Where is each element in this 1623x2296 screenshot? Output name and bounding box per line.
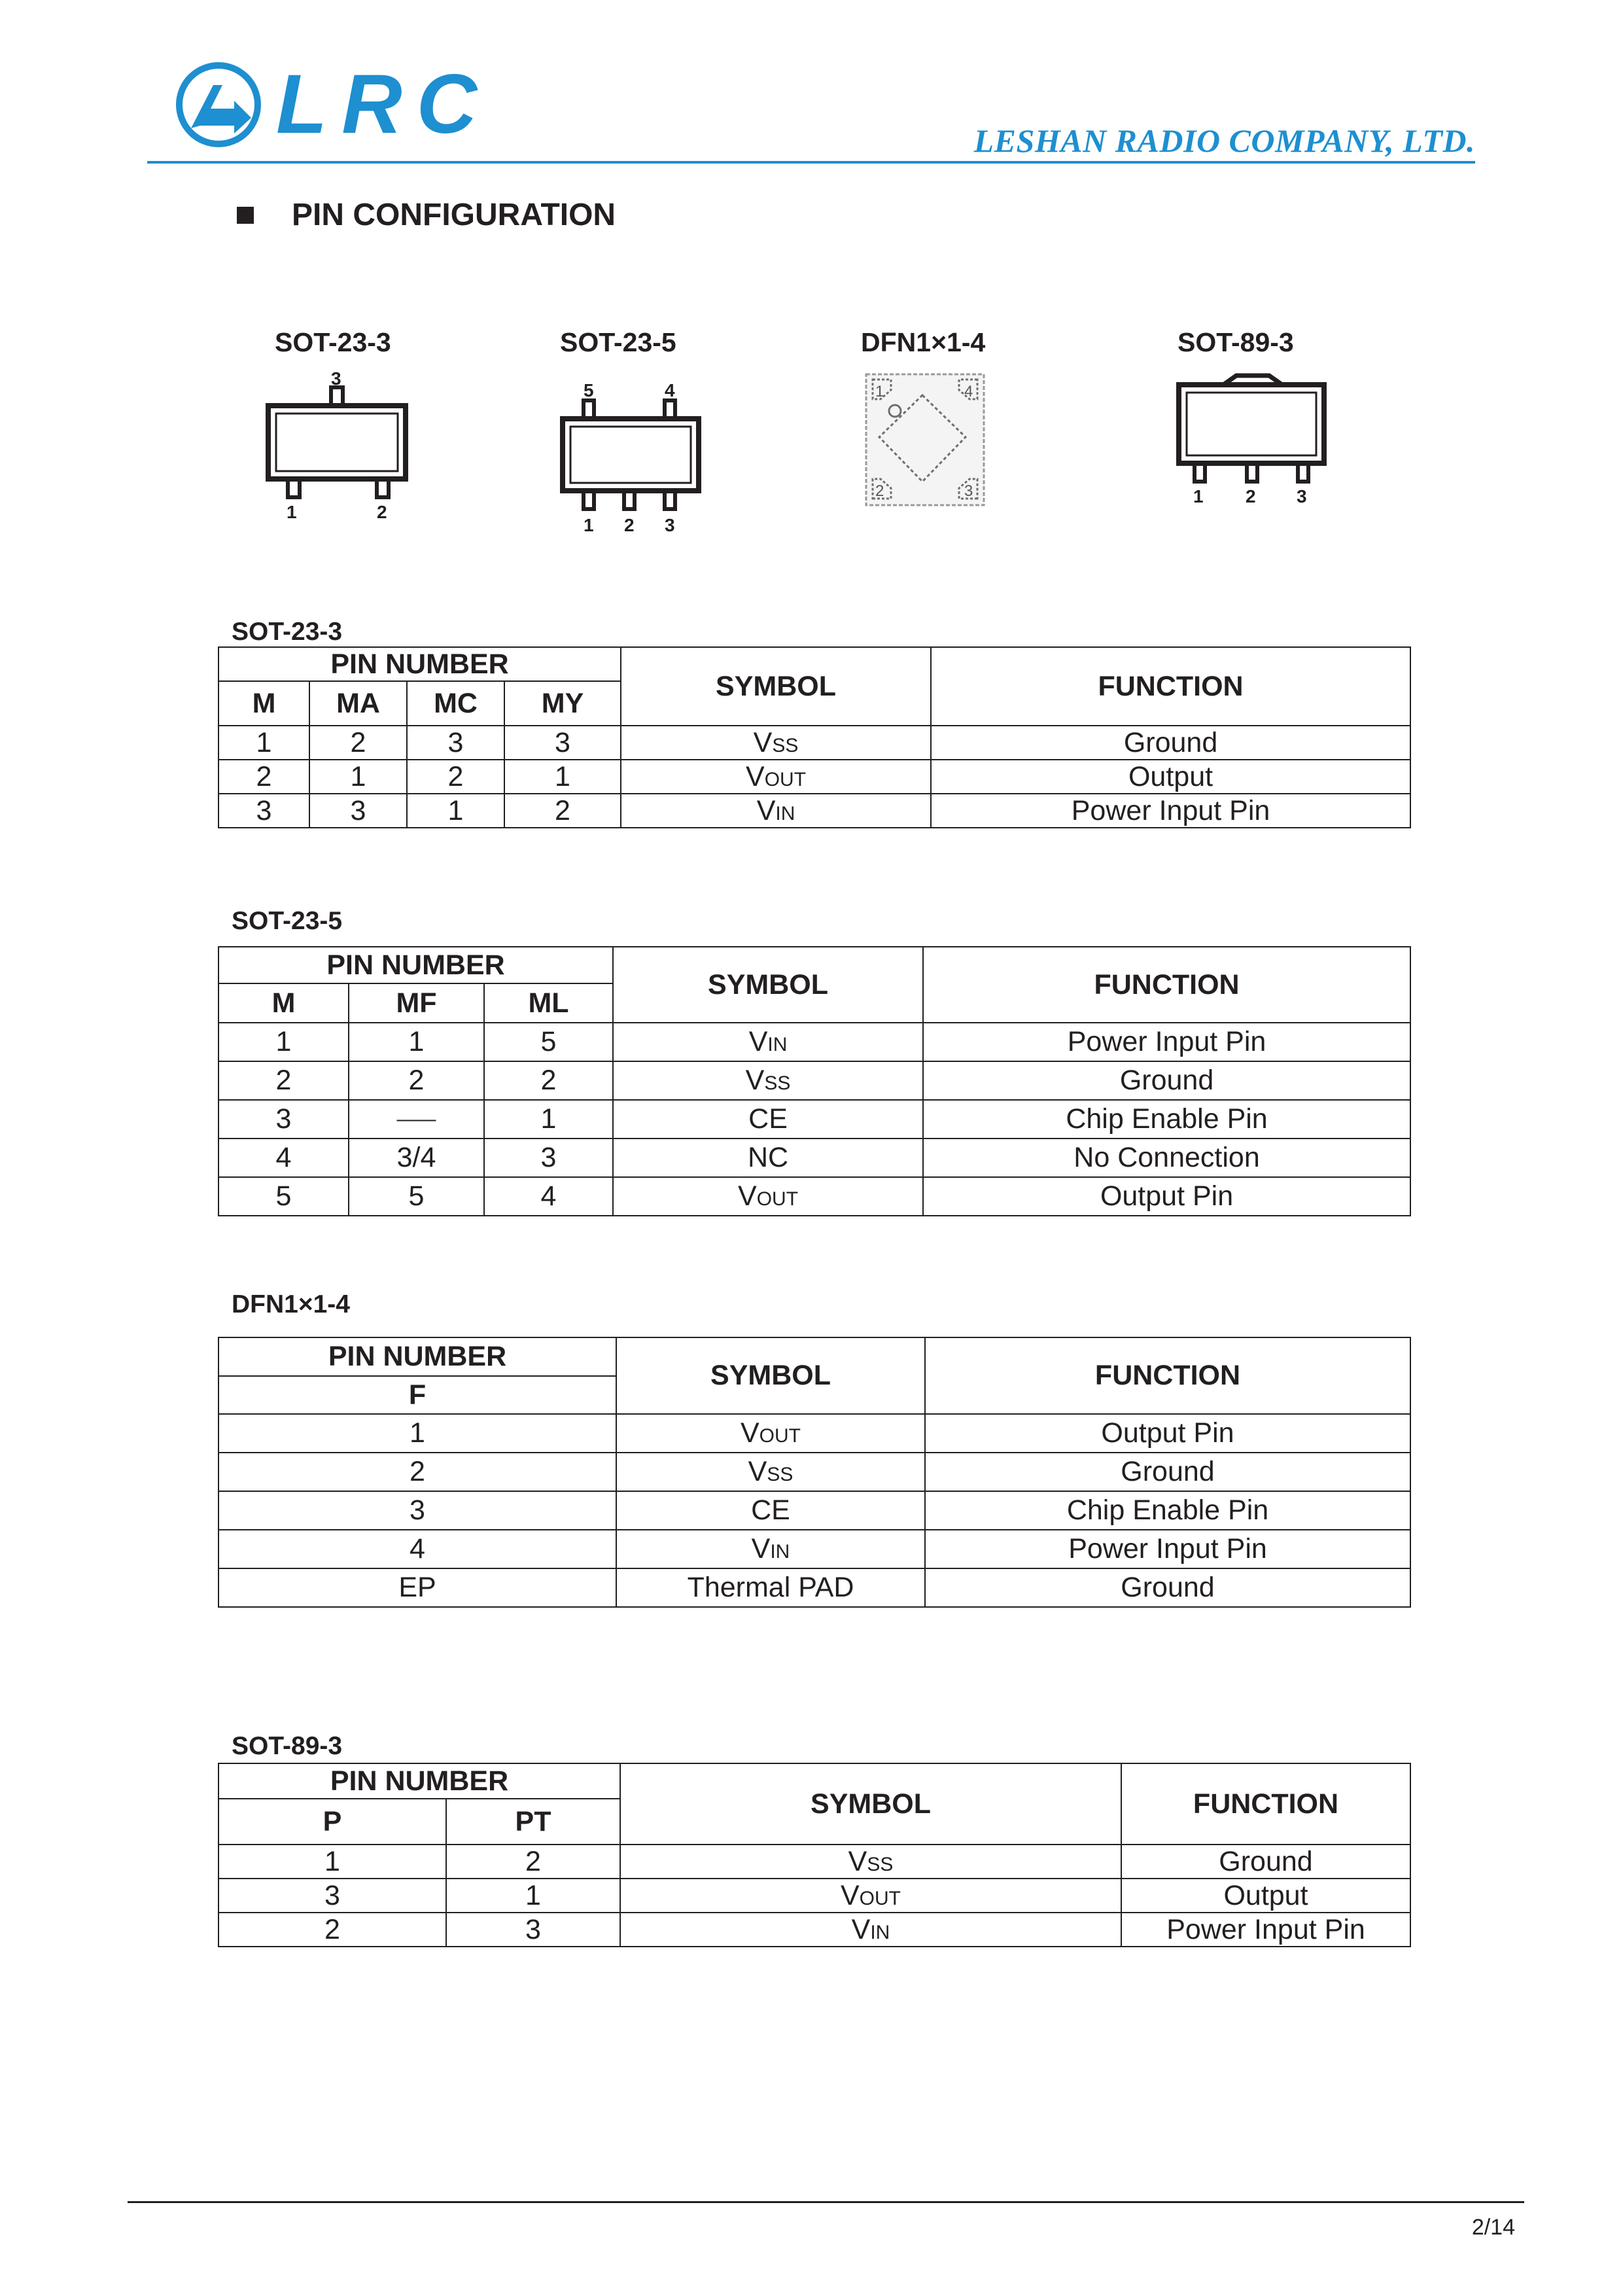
symbol-subscript: SS xyxy=(772,734,799,756)
pin-cell: 1 xyxy=(218,726,309,760)
pin-cell: 1 xyxy=(504,760,621,794)
table-row xyxy=(218,1414,1410,1453)
symbol-text: V xyxy=(751,1533,771,1564)
symbol-text: V xyxy=(756,794,776,826)
header-divider xyxy=(147,161,1475,164)
header-pin-number: PIN NUMBER xyxy=(218,947,613,983)
function-cell: Power Input Pin xyxy=(925,1530,1410,1568)
pin-table-sot23-3 xyxy=(218,646,1411,828)
symbol-text: V xyxy=(748,1026,768,1057)
pin-cell: 2 xyxy=(218,1453,616,1491)
pin-cell: 3 xyxy=(218,1491,616,1530)
symbol-cell xyxy=(620,1913,1121,1947)
pin-cell: 3 xyxy=(218,1879,446,1913)
function-cell: Chip Enable Pin xyxy=(925,1491,1410,1530)
header-pin-number: PIN NUMBER xyxy=(218,1337,616,1376)
symbol-subscript: IN xyxy=(770,1541,790,1563)
function-cell: Ground xyxy=(923,1061,1410,1100)
symbol-cell xyxy=(621,794,931,828)
function-cell: No Connection xyxy=(923,1139,1410,1177)
sot89-3-pin-label: 2 xyxy=(1246,486,1256,506)
section-title: PIN CONFIGURATION xyxy=(292,198,616,232)
symbol-text: V xyxy=(740,1417,759,1449)
symbol-subscript: SS xyxy=(764,1072,791,1094)
table-label-sot23-5: SOT-23-5 xyxy=(232,907,343,935)
sot23-3-package-diagram xyxy=(262,364,419,534)
symbol-text: V xyxy=(746,760,765,792)
table-row xyxy=(218,1530,1410,1568)
function-cell: Ground xyxy=(931,726,1410,760)
pin-cell: 2 xyxy=(218,1061,349,1100)
lrc-logo-icon xyxy=(171,60,270,158)
symbol-cell xyxy=(616,1453,925,1491)
function-cell: Ground xyxy=(1121,1845,1410,1879)
function-cell: Ground xyxy=(925,1568,1410,1607)
sot23-5-pin-label: 5 xyxy=(584,380,594,400)
symbol-text: NC xyxy=(747,1142,789,1173)
sot23-3-pin-label: 3 xyxy=(331,368,341,389)
symbol-subscript: IN xyxy=(870,1921,890,1943)
pin-cell: 5 xyxy=(484,1023,613,1061)
symbol-text: V xyxy=(738,1180,757,1212)
table-label-sot89-3: SOT-89-3 xyxy=(232,1732,343,1760)
header-pin-number: PIN NUMBER xyxy=(218,647,621,681)
function-cell: Output Pin xyxy=(925,1414,1410,1453)
pin-cell: 3 xyxy=(446,1913,620,1947)
column-header: ML xyxy=(484,983,613,1023)
pin-cell: 2 xyxy=(407,760,504,794)
symbol-text: V xyxy=(840,1879,860,1911)
pin-table-dfn1x1-4 xyxy=(218,1337,1411,1608)
pin-cell: 2 xyxy=(218,760,309,794)
column-header: MA xyxy=(309,681,407,726)
pin-cell: 2 xyxy=(349,1061,484,1100)
footer-divider xyxy=(128,2201,1524,2203)
pin-cell: 1 xyxy=(218,1023,349,1061)
function-cell: Output xyxy=(931,760,1410,794)
symbol-cell xyxy=(613,1061,923,1100)
function-cell: Chip Enable Pin xyxy=(923,1100,1410,1139)
symbol-cell xyxy=(616,1491,925,1530)
header-function: FUNCTION xyxy=(925,1337,1410,1414)
table-row xyxy=(218,1177,1410,1216)
header-function: FUNCTION xyxy=(1121,1763,1410,1845)
sot89-3-pin-label: 3 xyxy=(1297,486,1307,506)
symbol-text: V xyxy=(851,1913,871,1945)
function-cell: Output xyxy=(1121,1879,1410,1913)
symbol-subscript: OUT xyxy=(756,1188,799,1210)
symbol-subscript: OUT xyxy=(859,1887,901,1909)
symbol-cell xyxy=(613,1100,923,1139)
pin-cell: 5 xyxy=(349,1177,484,1216)
pin-cell: 3 xyxy=(504,726,621,760)
table-row xyxy=(218,1913,1410,1947)
package-label-sot23-5: SOT-23-5 xyxy=(560,327,676,357)
pin-cell: 1 xyxy=(484,1100,613,1139)
package-label-dfn1x1-4: DFN1×1-4 xyxy=(861,327,986,357)
page-number: 2/14 xyxy=(1471,2215,1515,2240)
section-bullet-icon xyxy=(237,207,254,224)
header-pin-number: PIN NUMBER xyxy=(218,1763,620,1799)
sot23-5-pin-label: 3 xyxy=(665,515,675,535)
dfn-pin-label: 3 xyxy=(964,482,973,500)
pin-table-sot23-5 xyxy=(218,946,1411,1216)
table-row xyxy=(218,1061,1410,1100)
column-header: M xyxy=(218,983,349,1023)
column-header: P xyxy=(218,1799,446,1845)
symbol-subscript: OUT xyxy=(764,768,807,790)
column-header: F xyxy=(218,1376,616,1414)
pin-cell: 1 xyxy=(218,1414,616,1453)
logo-text: LRC xyxy=(276,58,492,151)
header-symbol: SYMBOL xyxy=(620,1763,1121,1845)
symbol-subscript: IN xyxy=(775,802,795,824)
dfn1x1-4-package-diagram xyxy=(861,370,992,514)
column-header: MC xyxy=(407,681,504,726)
pin-table-sot89-3 xyxy=(218,1763,1411,1947)
sot23-5-pin-label: 2 xyxy=(624,515,635,535)
dfn-pin-label: 4 xyxy=(964,383,973,400)
symbol-cell xyxy=(613,1177,923,1216)
table-row xyxy=(218,1100,1410,1139)
symbol-cell xyxy=(613,1023,923,1061)
sot23-5-package-diagram xyxy=(556,370,713,547)
pin-cell: 4 xyxy=(484,1177,613,1216)
symbol-text: CE xyxy=(751,1494,790,1526)
symbol-text: CE xyxy=(748,1103,788,1135)
header-symbol: SYMBOL xyxy=(616,1337,925,1414)
symbol-text: V xyxy=(748,1456,767,1487)
sot23-5-pin-label: 1 xyxy=(584,515,594,535)
table-row xyxy=(218,726,1410,760)
pin-cell: 3 xyxy=(484,1139,613,1177)
column-header: MF xyxy=(349,983,484,1023)
table-row xyxy=(218,1879,1410,1913)
symbol-cell xyxy=(621,760,931,794)
pin-cell: 3/4 xyxy=(349,1139,484,1177)
symbol-text: Thermal PAD xyxy=(687,1572,854,1603)
function-cell: Power Input Pin xyxy=(1121,1913,1410,1947)
table-row xyxy=(218,760,1410,794)
symbol-cell xyxy=(616,1530,925,1568)
function-cell: Output Pin xyxy=(923,1177,1410,1216)
table-row xyxy=(218,1568,1410,1607)
table-label-sot23-3: SOT-23-3 xyxy=(232,618,343,646)
pin-cell: 1 xyxy=(407,794,504,828)
pin-cell: 1 xyxy=(309,760,407,794)
table-row xyxy=(218,1845,1410,1879)
column-header: M xyxy=(218,681,309,726)
pin-cell: 5 xyxy=(218,1177,349,1216)
sot23-3-pin-label: 2 xyxy=(377,502,387,522)
dfn-pin-label: 2 xyxy=(875,482,884,500)
package-label-sot23-3: SOT-23-3 xyxy=(275,327,391,357)
pin-cell: 2 xyxy=(309,726,407,760)
column-header: MY xyxy=(504,681,621,726)
pin-cell: EP xyxy=(218,1568,616,1607)
symbol-subscript: SS xyxy=(767,1464,794,1485)
table-row xyxy=(218,794,1410,828)
function-cell: Ground xyxy=(925,1453,1410,1491)
table-label-dfn1x1-4: DFN1×1-4 xyxy=(232,1290,350,1318)
symbol-text: V xyxy=(745,1065,765,1096)
function-cell: Power Input Pin xyxy=(923,1023,1410,1061)
header-symbol: SYMBOL xyxy=(613,947,923,1023)
sot23-5-pin-label: 4 xyxy=(665,380,675,400)
pin-cell: 2 xyxy=(484,1061,613,1100)
pin-cell: 3 xyxy=(218,1100,349,1139)
table-row xyxy=(218,1453,1410,1491)
pin-cell: —— xyxy=(349,1100,484,1139)
symbol-subscript: SS xyxy=(867,1853,894,1875)
pin-cell: 1 xyxy=(218,1845,446,1879)
symbol-subscript: IN xyxy=(767,1034,788,1055)
symbol-subscript: OUT xyxy=(759,1425,801,1447)
symbol-cell xyxy=(616,1568,925,1607)
package-label-sot89-3: SOT-89-3 xyxy=(1178,327,1294,357)
sot89-3-package-diagram xyxy=(1171,364,1335,521)
symbol-text: V xyxy=(848,1845,867,1877)
table-row xyxy=(218,1023,1410,1061)
pin-cell: 1 xyxy=(446,1879,620,1913)
pin-cell: 3 xyxy=(309,794,407,828)
company-name: LESHAN RADIO COMPANY, LTD. xyxy=(973,122,1475,159)
symbol-cell xyxy=(616,1414,925,1453)
column-header: PT xyxy=(446,1799,620,1845)
pin-cell: 2 xyxy=(218,1913,446,1947)
symbol-cell xyxy=(620,1845,1121,1879)
pin-cell: 3 xyxy=(407,726,504,760)
pin-cell: 3 xyxy=(218,794,309,828)
function-cell: Power Input Pin xyxy=(931,794,1410,828)
dfn-pin-label: 1 xyxy=(875,383,884,400)
sot23-3-pin-label: 1 xyxy=(287,502,297,522)
header-function: FUNCTION xyxy=(923,947,1410,1023)
pin-cell: 4 xyxy=(218,1139,349,1177)
table-row xyxy=(218,1139,1410,1177)
symbol-cell xyxy=(620,1879,1121,1913)
table-row xyxy=(218,1491,1410,1530)
sot89-3-pin-label: 1 xyxy=(1193,486,1204,506)
pin-cell: 2 xyxy=(504,794,621,828)
header-symbol: SYMBOL xyxy=(621,647,931,726)
pin-cell: 1 xyxy=(349,1023,484,1061)
pin-cell: 2 xyxy=(446,1845,620,1879)
symbol-text: V xyxy=(753,726,773,758)
pin-cell: 4 xyxy=(218,1530,616,1568)
symbol-cell xyxy=(621,726,931,760)
header-function: FUNCTION xyxy=(931,647,1410,726)
symbol-cell xyxy=(613,1139,923,1177)
